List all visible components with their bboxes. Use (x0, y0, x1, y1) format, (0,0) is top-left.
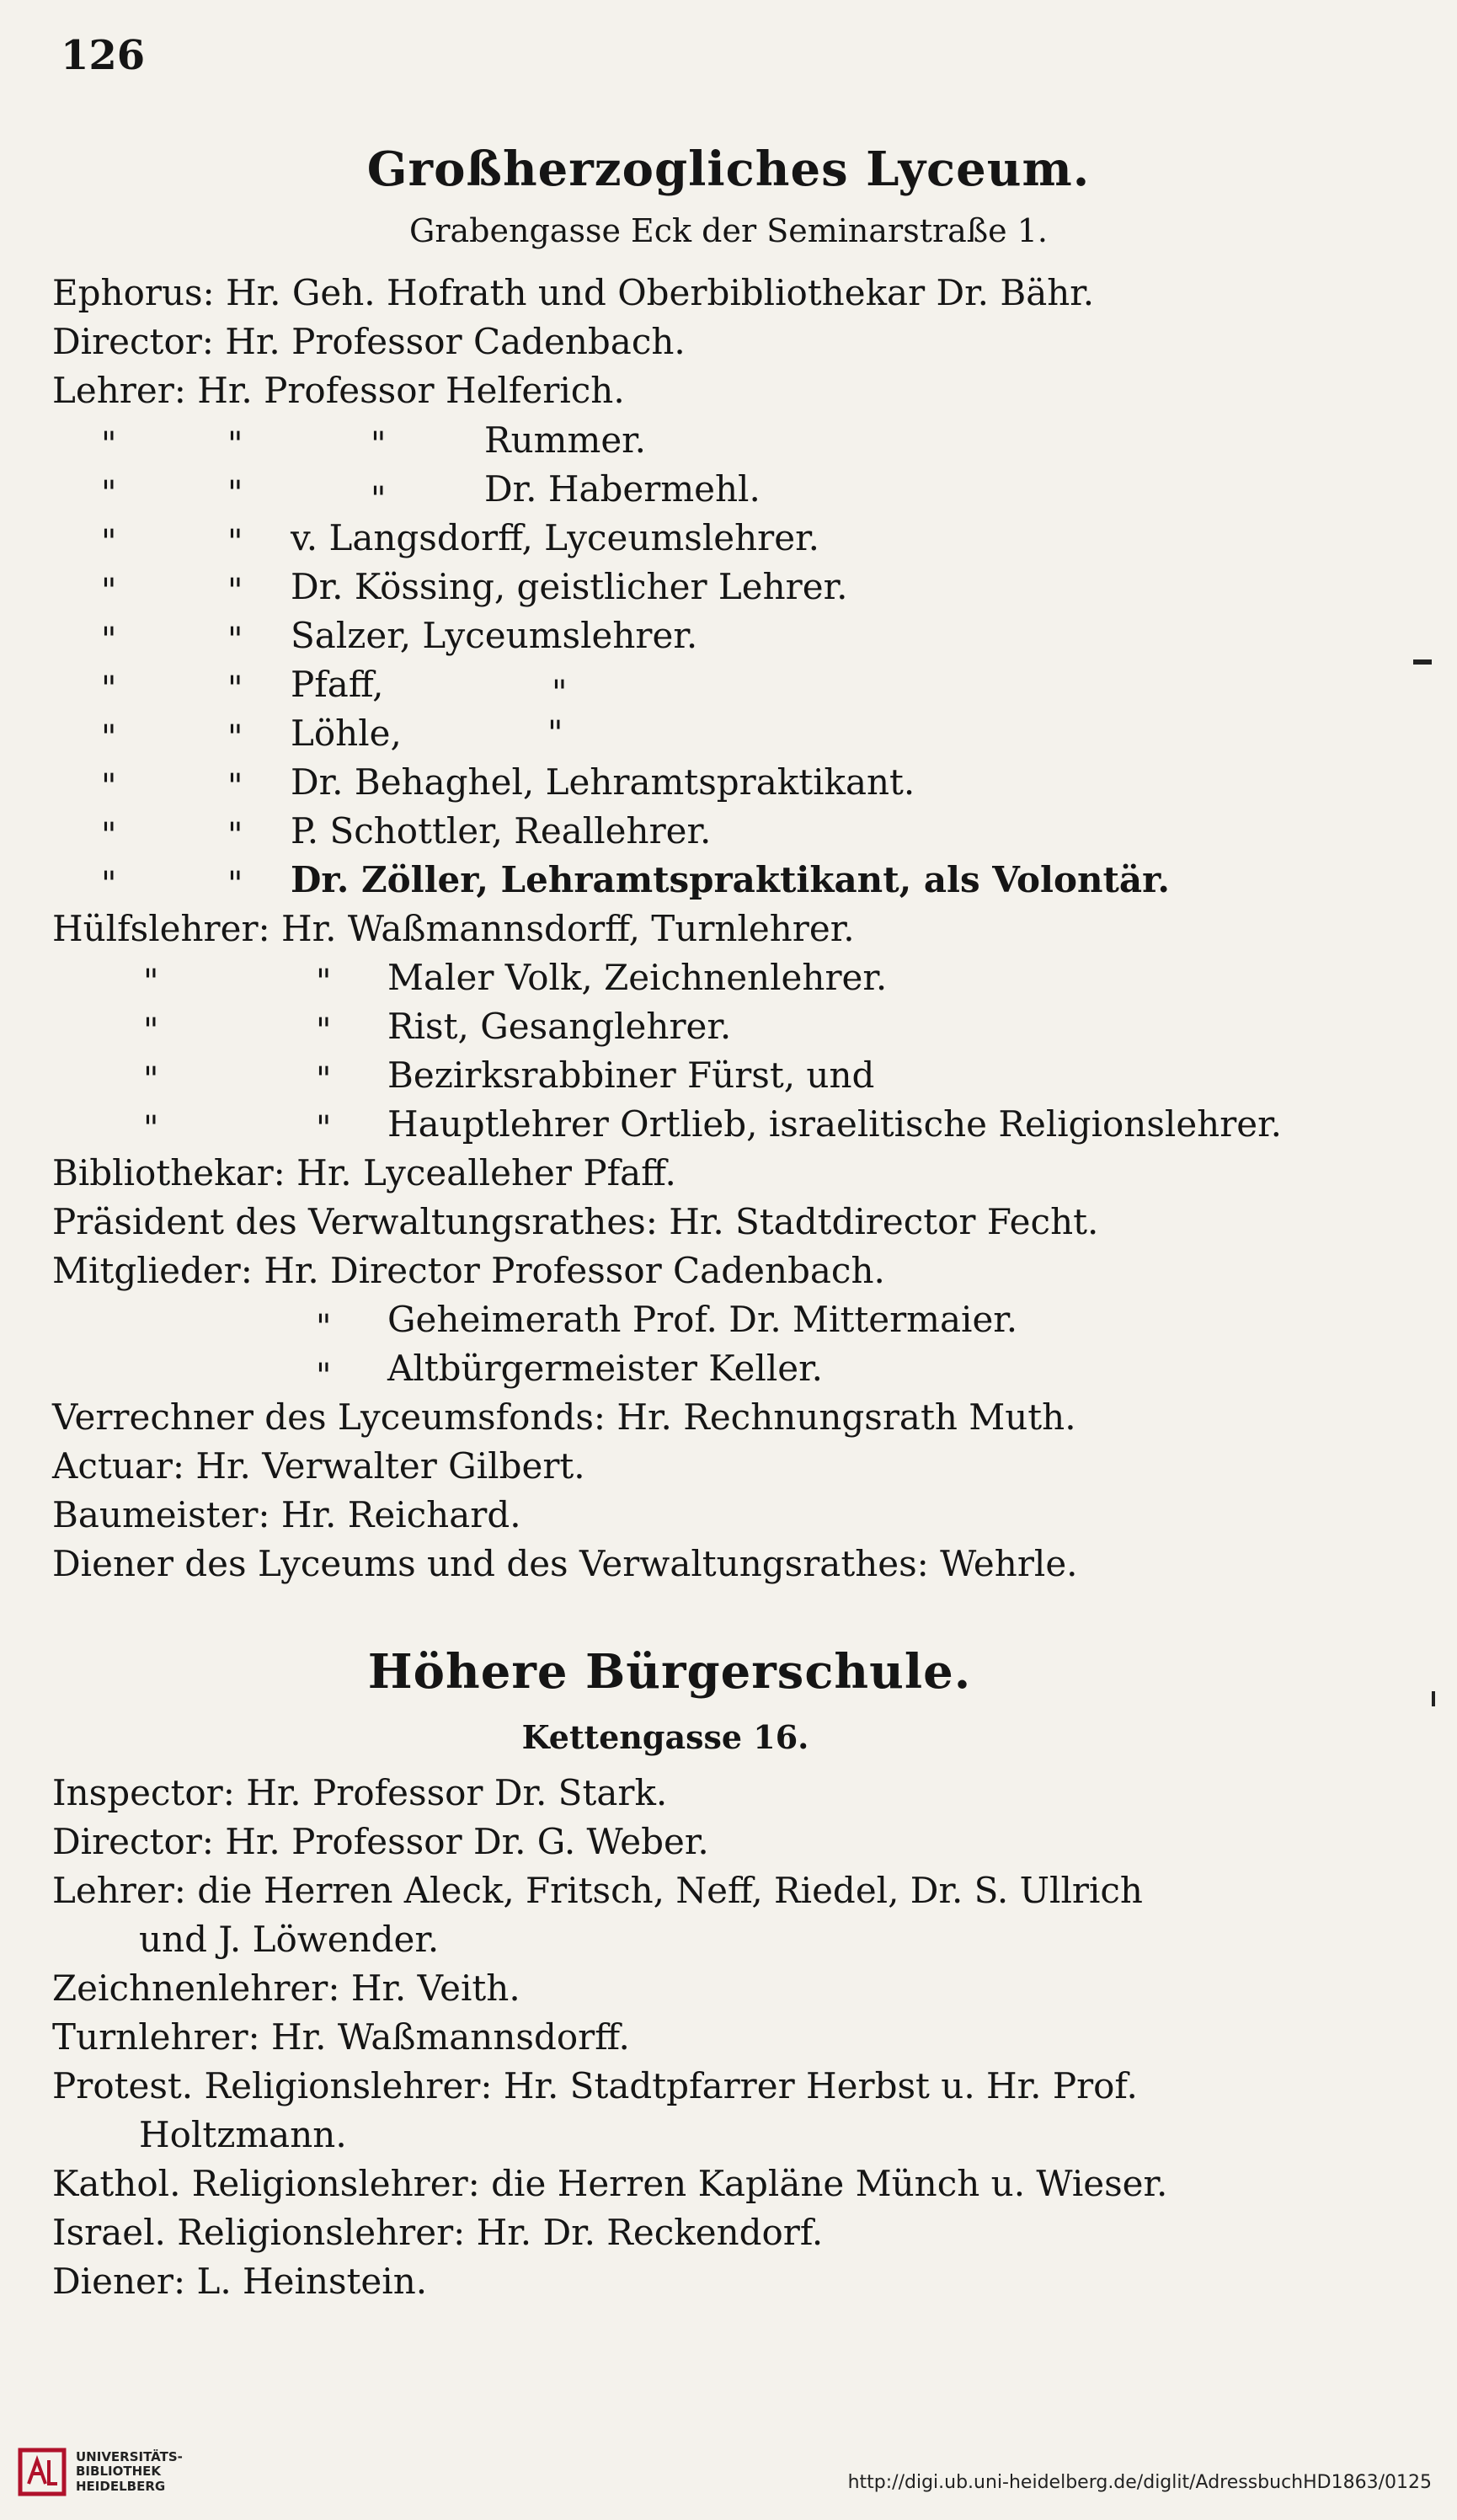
ditto-mark: " (101, 718, 117, 757)
entry-line: Mitglieder: Hr. Director Professor Cadenbach. (52, 1250, 885, 1291)
ditto-mark: " (143, 1060, 159, 1099)
library-seal-icon (17, 2447, 67, 2497)
ditto-mark: " (227, 767, 243, 806)
entry-line: Dr. Behaghel, Lehramtspraktikant. (291, 761, 915, 803)
ditto-mark: " (227, 816, 243, 855)
entry-line: Hauptlehrer Ortlieb, israelitische Religionslehrer. (387, 1103, 1282, 1145)
entry-line: Verrechner des Lyceumsfonds: Hr. Rechnungsrath Muth. (52, 1396, 1076, 1438)
ditto-mark: " (227, 621, 243, 659)
ditto-mark: " (316, 1060, 332, 1099)
ditto-mark: " (547, 714, 563, 753)
entry-line: Actuar: Hr. Verwalter Gilbert. (52, 1445, 585, 1487)
entry-line: Präsident des Verwaltungsrathes: Hr. Stadtdirector Fecht. (52, 1201, 1099, 1242)
entry-line: Diener: L. Heinstein. (52, 2261, 428, 2302)
entry-line: P. Schottler, Reallehrer. (291, 810, 712, 852)
ditto-mark: " (101, 474, 117, 513)
section-address-buergerschule: Kettengasse 16. (521, 1718, 809, 1756)
entry-line: Dr. Kössing, geistlicher Lehrer. (291, 566, 848, 607)
entry-line: Salzer, Lyceumslehrer. (291, 615, 698, 656)
logo-line: UNIVERSITÄTS- (76, 2449, 183, 2465)
entry-line: Maler Volk, Zeichnenlehrer. (387, 957, 888, 998)
entry-line: Israel. Religionslehrer: Hr. Dr. Reckendorf. (52, 2212, 824, 2253)
ditto-mark: " (371, 425, 387, 464)
entry-line: Altbürgermeister Keller. (387, 1348, 823, 1389)
entry-line: Protest. Religionslehrer: Hr. Stadtpfarrer Herbst u. Hr. Prof. (52, 2065, 1138, 2106)
library-logo-text (76, 2450, 183, 2494)
margin-mark (1413, 659, 1432, 665)
ditto-mark: " (227, 718, 243, 757)
entry-line: Kathol. Religionslehrer: die Herren Kapläne Münch u. Wieser. (52, 2163, 1168, 2204)
ditto-mark: " (552, 674, 568, 713)
entry-line: Löhle, (291, 713, 402, 754)
logo-line: BIBLIOTHEK (76, 2464, 161, 2480)
ditto-mark: " (101, 572, 117, 611)
ditto-mark: " (316, 1109, 332, 1148)
ditto-mark: " (227, 572, 243, 611)
ditto-mark: " (227, 865, 243, 904)
ditto-mark: " (316, 963, 332, 1001)
ditto-mark: " (316, 1012, 332, 1050)
ditto-mark: " (227, 474, 243, 513)
ditto-mark: " (316, 1308, 332, 1347)
ditto-mark: " (371, 480, 387, 519)
entry-line: Geheimerath Prof. Dr. Mittermaier. (387, 1299, 1018, 1340)
entry-line: Director: Hr. Professor Dr. G. Weber. (52, 1821, 709, 1862)
ditto-mark: " (101, 865, 117, 904)
section-title-buergerschule: Höhere Bürgerschule. (367, 1644, 972, 1700)
page-number: 126 (61, 32, 146, 79)
margin-mark (1432, 1691, 1435, 1706)
ditto-mark: " (143, 1012, 159, 1050)
ditto-mark: " (227, 670, 243, 708)
ditto-mark: " (101, 621, 117, 659)
ditto-mark: " (227, 425, 243, 464)
entry-line: Director: Hr. Professor Cadenbach. (52, 321, 686, 362)
ditto-mark: " (101, 767, 117, 806)
entry-line: Dr. Habermehl. (484, 468, 761, 510)
entry-line: Diener des Lyceums und des Verwaltungsrathes: Wehrle. (52, 1543, 1078, 1584)
entry-line: Holtzmann. (139, 2114, 347, 2155)
entry-line: Zeichnenlehrer: Hr. Veith. (52, 1967, 520, 2009)
ditto-mark: " (227, 523, 243, 562)
ditto-mark: " (101, 816, 117, 855)
entry-line: Hülfslehrer: Hr. Waßmannsdorff, Turnlehrer. (52, 908, 855, 949)
ditto-mark: " (143, 1109, 159, 1148)
entry-line: Rist, Gesanglehrer. (387, 1006, 732, 1047)
ditto-mark: " (101, 425, 117, 464)
entry-line: Pfaff, (291, 664, 384, 705)
entry-line: Baumeister: Hr. Reichard. (52, 1494, 521, 1535)
section-address-lyceum: Grabengasse Eck der Seminarstraße 1. (409, 212, 1048, 249)
entry-line: und J. Löwender. (139, 1919, 440, 1960)
entry-line: Bibliothekar: Hr. Lycealleher Pfaff. (52, 1152, 676, 1193)
ditto-mark: " (101, 523, 117, 562)
section-title-lyceum: Großherzogliches Lyceum. (366, 141, 1091, 197)
entry-line: Dr. Zöller, Lehramtspraktikant, als Volontär. (291, 859, 1171, 900)
entry-line: Lehrer: Hr. Professor Helferich. (52, 370, 625, 411)
entry-line: Bezirksrabbiner Fürst, und (387, 1054, 875, 1096)
entry-line: Turnlehrer: Hr. Waßmannsdorff. (52, 2016, 630, 2058)
ditto-mark: " (316, 1357, 332, 1396)
library-logo (17, 2447, 183, 2497)
ditto-mark: " (101, 670, 117, 708)
entry-line: Lehrer: die Herren Aleck, Fritsch, Neff, Riedel, Dr. S. Ullrich (52, 1870, 1143, 1911)
logo-line: HEIDELBERG (76, 2478, 166, 2494)
source-url[interactable]: http://digi.ub.uni-heidelberg.de/diglit/AdressbuchHD1863/0125 (847, 2472, 1432, 2493)
entry-line: Rummer. (484, 419, 646, 461)
entry-line: Ephorus: Hr. Geh. Hofrath und Oberbibliothekar Dr. Bähr. (52, 272, 1095, 313)
ditto-mark: " (143, 963, 159, 1001)
entry-line: v. Langsdorff, Lyceumslehrer. (291, 517, 819, 558)
entry-line: Inspector: Hr. Professor Dr. Stark. (52, 1772, 668, 1813)
